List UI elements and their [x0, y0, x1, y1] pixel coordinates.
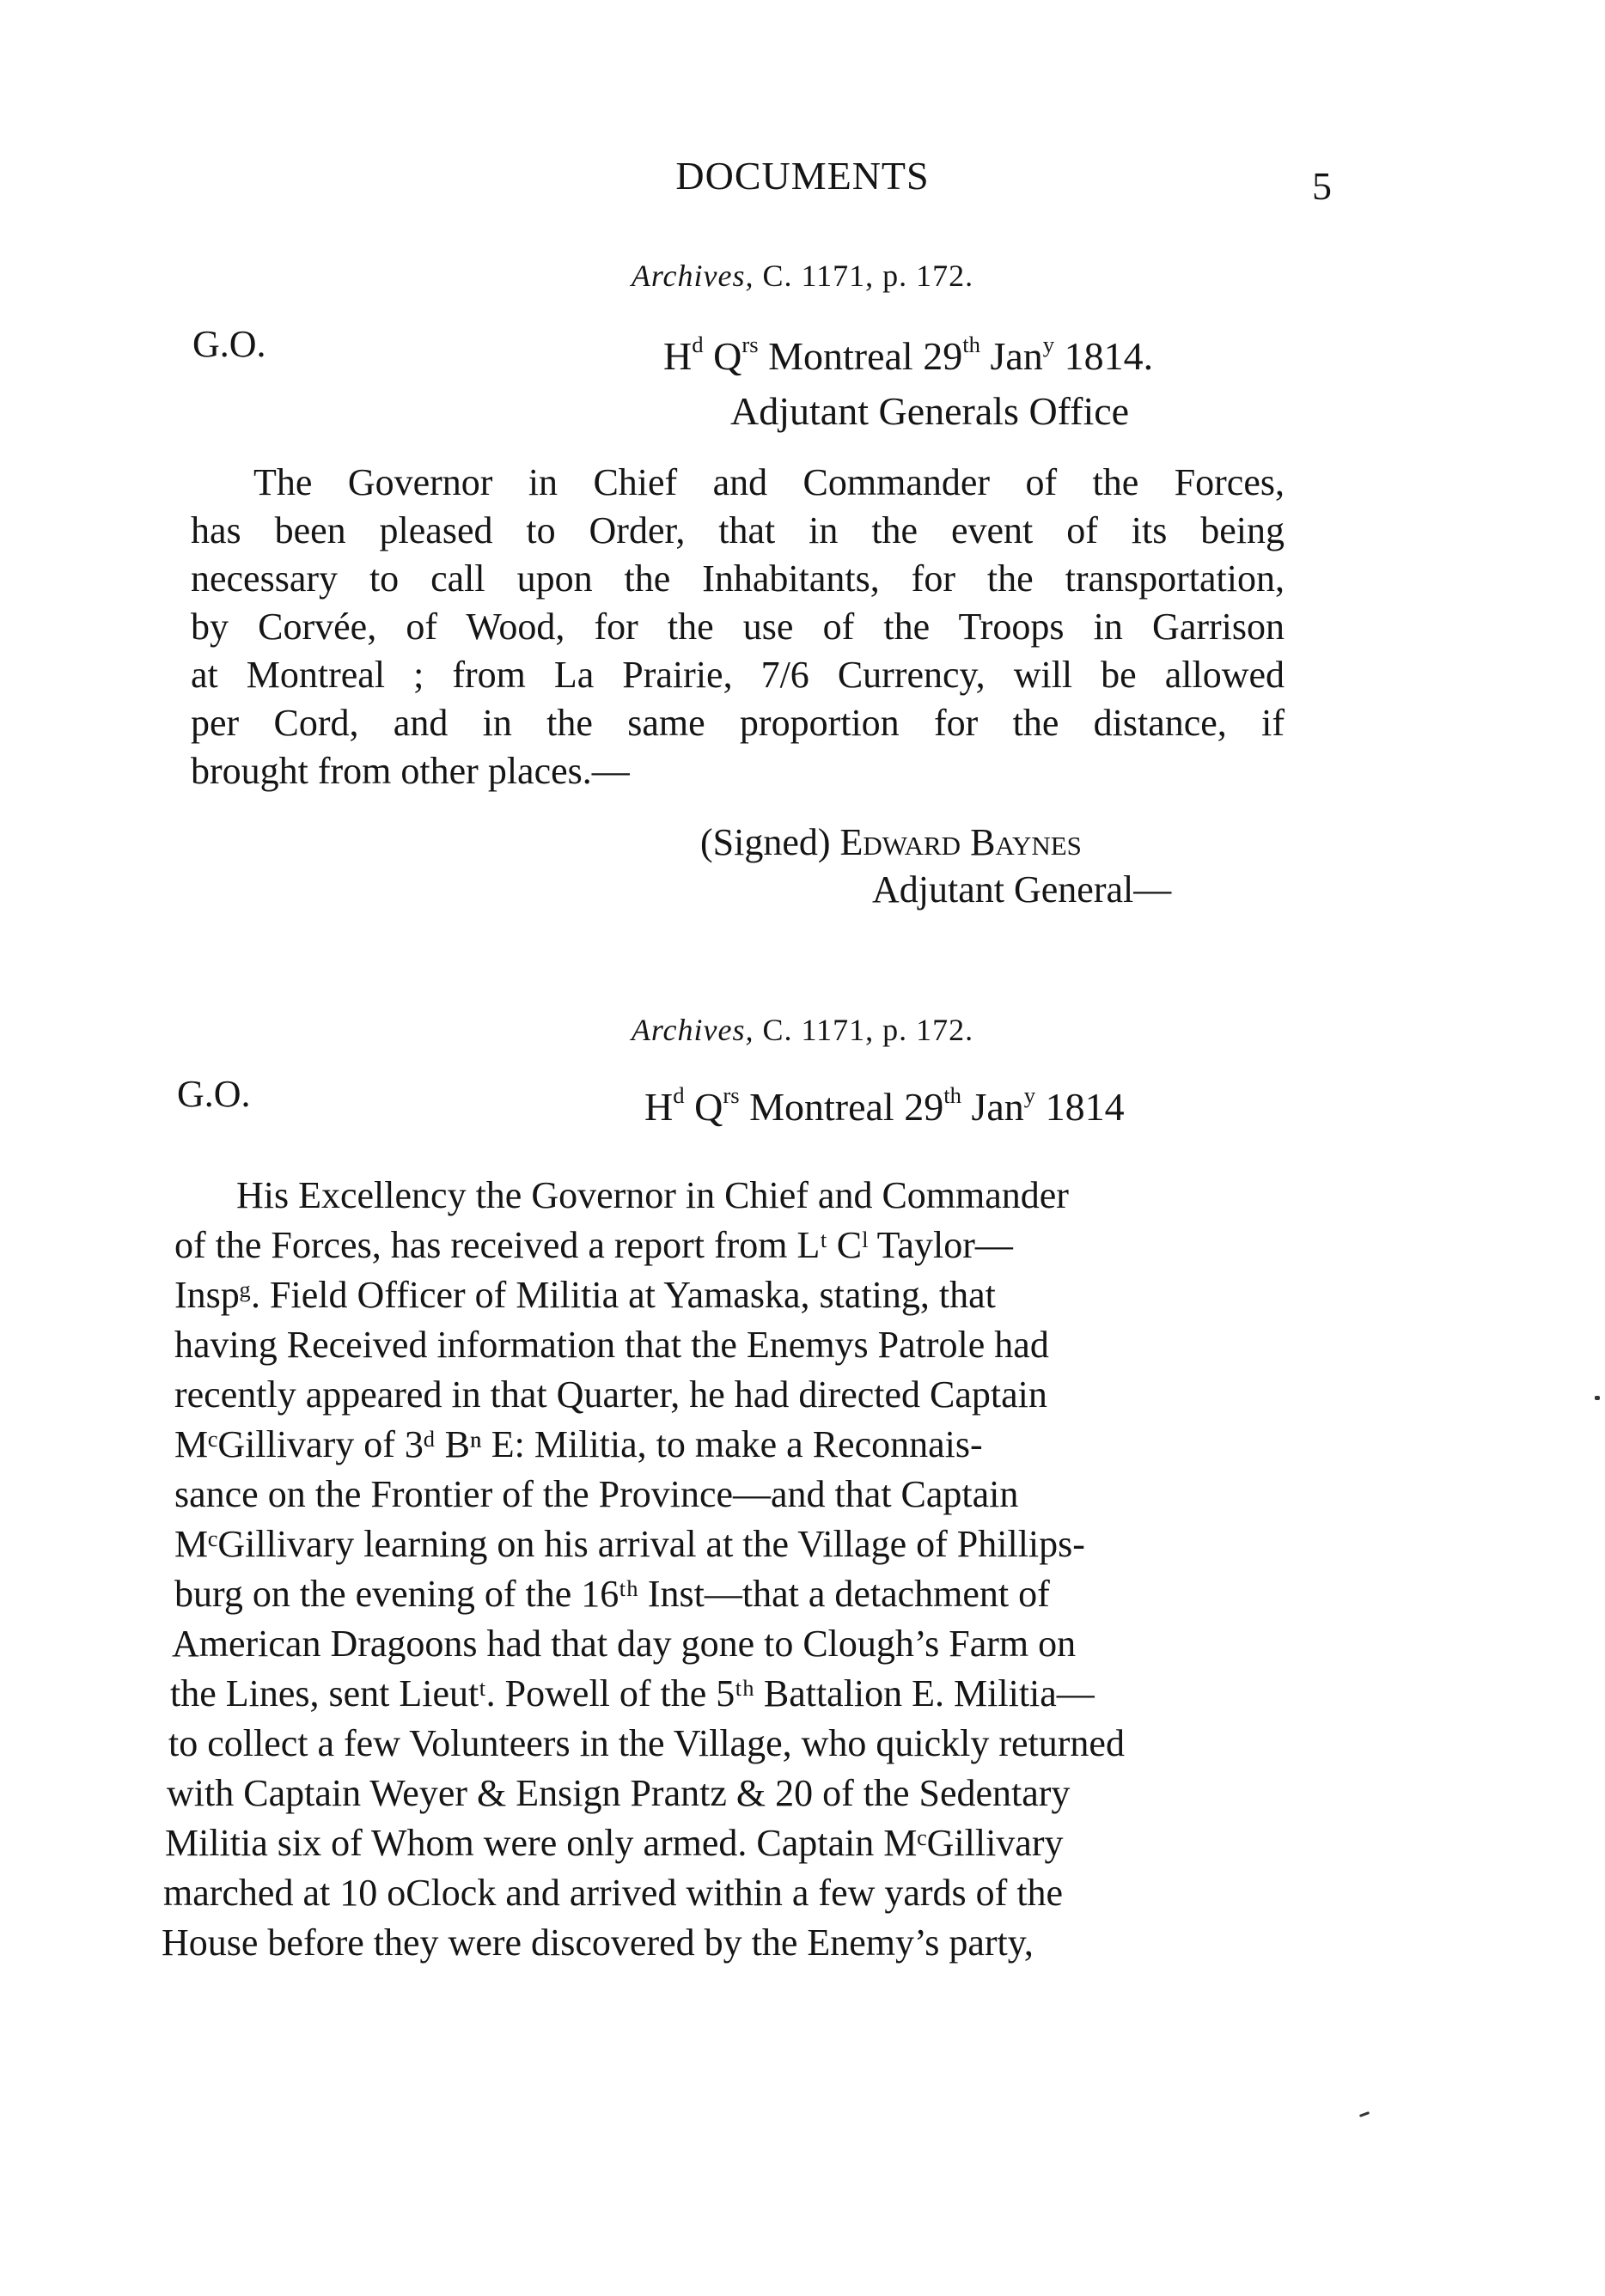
- page-number: 5: [1312, 164, 1332, 208]
- order1-signer: Edward Baynes: [839, 821, 1082, 863]
- order2-line: MᶜGillivary of 3ᵈ Bⁿ E: Militia, to make a Reconnais-: [174, 1423, 983, 1465]
- order2-line: American Dragoons had that day gone to Clough’s Farm on: [172, 1623, 1077, 1665]
- order2-label: G.O.: [177, 1073, 251, 1115]
- order1-line: The Governor in Chief and Commander of the Forces,: [253, 461, 1285, 503]
- order1-dateline: $H^d$ $Q^{rs}$ Montreal 29th Jan$^y$ 1814.: [663, 332, 1154, 378]
- order2-dateline: $H^d$ $Q^{rs}$ Montreal 29th Jan$^y$ 1814: [644, 1082, 1125, 1129]
- order1-line: brought from other places.—: [191, 750, 630, 792]
- order2-line: of the Forces, has received a report from Lᵗ Cˡ Taylor—: [174, 1224, 1013, 1266]
- order1-line: necessary to call upon the Inhabitants, for the transportation,: [191, 557, 1285, 600]
- order1-source: [0, 258, 1605, 294]
- order2-line: having Received information that the Enemys Patrole had: [174, 1324, 1049, 1366]
- order2-line: His Excellency the Governor in Chief and Commander: [236, 1174, 1069, 1216]
- order2-line: with Captain Weyer & Ensign Prantz & 20 of the Sedentary: [167, 1772, 1071, 1814]
- order2-line: Militia six of Whom were only armed. Captain MᶜGillivary: [165, 1822, 1064, 1864]
- order1-line: at Montreal ; from La Prairie, 7/6 Currency, will be allowed: [191, 654, 1285, 696]
- margin-speck: [1595, 1396, 1600, 1400]
- margin-speck: [1359, 2111, 1370, 2117]
- order2-line: MᶜGillivary learning on his arrival at the Village of Phillips-: [174, 1523, 1085, 1565]
- order2-line: sance on the Frontier of the Province—and that Captain: [174, 1473, 1019, 1515]
- order2-line: burg on the evening of the 16ᵗʰ Inst—that a detachment of: [174, 1573, 1050, 1615]
- order1-signed-prefix: (Signed): [700, 821, 840, 863]
- order1-signature: [700, 820, 1082, 864]
- order1-label: G.O.: [192, 323, 266, 365]
- order2-line: the Lines, sent Lieutᵗ. Powell of the 5ᵗʰ Battalion E. Militia—: [170, 1672, 1095, 1714]
- order2-line: marched at 10 oClock and arrived within a few yards of the: [163, 1872, 1064, 1914]
- order1-office: Adjutant Generals Office: [730, 389, 1130, 433]
- order2-line: House before they were discovered by the Enemy’s party,: [162, 1921, 1034, 1964]
- order1-source-archives: Archives,: [631, 259, 754, 293]
- order2-line: recently appeared in that Quarter, he had directed Captain: [174, 1373, 1047, 1416]
- order2-source: [0, 1012, 1605, 1048]
- order1-source-ref: C. 1171, p. 172.: [754, 259, 974, 293]
- order2-source-ref: C. 1171, p. 172.: [754, 1013, 974, 1047]
- order1-signer-title: Adjutant General—: [872, 868, 1172, 910]
- order2-line: Inspᵍ. Field Officer of Militia at Yamaska, stating, that: [174, 1274, 996, 1316]
- order1-line: has been pleased to Order, that in the event of its being: [191, 509, 1285, 551]
- order1-line: per Cord, and in the same proportion for the distance, if: [191, 702, 1285, 744]
- order1-line: by Corvée, of Wood, for the use of the Troops in Garrison: [191, 606, 1285, 648]
- running-head: DOCUMENTS: [675, 154, 930, 198]
- order2-line: to collect a few Volunteers in the Village, who quickly returned: [168, 1722, 1125, 1764]
- order2-source-archives: Archives,: [631, 1013, 754, 1047]
